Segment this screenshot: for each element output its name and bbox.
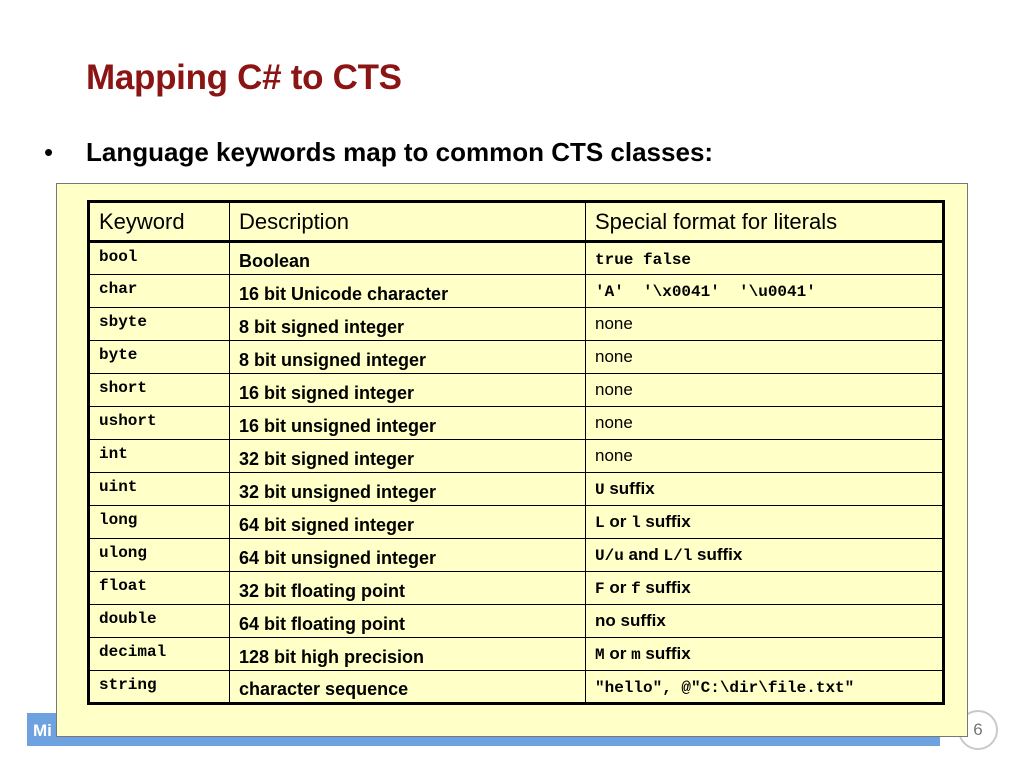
description-cell: 64 bit floating point bbox=[230, 605, 586, 638]
table-row bbox=[89, 572, 944, 605]
keyword-cell: decimal bbox=[89, 638, 230, 671]
literal-segment: suffix bbox=[604, 479, 655, 498]
bullet-marker: • bbox=[44, 137, 54, 167]
literal-segment: suffix bbox=[640, 578, 691, 597]
keyword-mapping-table bbox=[87, 200, 945, 705]
table-row bbox=[89, 473, 944, 506]
literal-segment: or bbox=[604, 578, 632, 597]
literal-segment: suffix bbox=[640, 644, 691, 663]
table-row bbox=[89, 275, 944, 308]
literal-segment: none bbox=[595, 347, 633, 366]
literal-segment: m bbox=[631, 646, 641, 664]
literal-format-cell bbox=[586, 242, 944, 275]
keyword-cell: long bbox=[89, 506, 230, 539]
literal-segment: l bbox=[631, 514, 641, 532]
bullet-point bbox=[44, 137, 713, 168]
bullet-text: Language keywords map to common CTS classes: bbox=[86, 137, 714, 167]
description-cell: 64 bit unsigned integer bbox=[230, 539, 586, 572]
literal-format-cell bbox=[586, 440, 944, 473]
literal-format-cell bbox=[586, 671, 944, 704]
table-row bbox=[89, 374, 944, 407]
table-row bbox=[89, 638, 944, 671]
literal-segment: suffix bbox=[640, 512, 691, 531]
keyword-cell: ulong bbox=[89, 539, 230, 572]
literal-format-cell bbox=[586, 308, 944, 341]
description-cell: 32 bit unsigned integer bbox=[230, 473, 586, 506]
literal-format-cell bbox=[586, 341, 944, 374]
keyword-cell: sbyte bbox=[89, 308, 230, 341]
description-cell: 128 bit high precision bbox=[230, 638, 586, 671]
description-cell: 16 bit Unicode character bbox=[230, 275, 586, 308]
literal-segment: or bbox=[604, 644, 632, 663]
slide-title: Mapping C# to CTS bbox=[86, 58, 402, 97]
literal-segment: U bbox=[595, 481, 605, 499]
table-header-row bbox=[89, 202, 944, 242]
footer-text: Mi bbox=[33, 721, 52, 740]
description-cell: Boolean bbox=[230, 242, 586, 275]
literal-format-cell bbox=[586, 638, 944, 671]
literal-segment: none bbox=[595, 380, 633, 399]
table-row bbox=[89, 242, 944, 275]
literal-format-cell bbox=[586, 605, 944, 638]
keyword-cell: int bbox=[89, 440, 230, 473]
literal-format-cell bbox=[586, 407, 944, 440]
table-row bbox=[89, 308, 944, 341]
literal-format-cell bbox=[586, 275, 944, 308]
table-row bbox=[89, 407, 944, 440]
keyword-cell: bool bbox=[89, 242, 230, 275]
table-row bbox=[89, 506, 944, 539]
literal-segment: M bbox=[595, 646, 605, 664]
literal-segment: true false bbox=[595, 250, 692, 269]
keyword-cell: byte bbox=[89, 341, 230, 374]
description-cell: 16 bit signed integer bbox=[230, 374, 586, 407]
header-description: Description bbox=[230, 202, 586, 242]
literal-segment: f bbox=[631, 580, 641, 598]
literal-format-cell bbox=[586, 539, 944, 572]
literal-segment: "hello", @"C:\dir\file.txt" bbox=[595, 678, 855, 697]
literal-segment: no suffix bbox=[595, 611, 666, 630]
table-row bbox=[89, 605, 944, 638]
table-body bbox=[89, 202, 944, 704]
keyword-cell: uint bbox=[89, 473, 230, 506]
page-number: 6 bbox=[973, 720, 983, 739]
description-cell: 64 bit signed integer bbox=[230, 506, 586, 539]
keyword-cell: ushort bbox=[89, 407, 230, 440]
literal-segment: and bbox=[623, 545, 664, 564]
literal-format-cell bbox=[586, 374, 944, 407]
description-cell: 32 bit signed integer bbox=[230, 440, 586, 473]
keyword-cell: float bbox=[89, 572, 230, 605]
literal-segment: or bbox=[604, 512, 632, 531]
header-keyword: Keyword bbox=[89, 202, 230, 242]
literal-segment: none bbox=[595, 446, 633, 465]
header-literal-format: Special format for literals bbox=[586, 202, 944, 242]
description-cell: character sequence bbox=[230, 671, 586, 704]
table-row bbox=[89, 671, 944, 704]
description-cell: 8 bit signed integer bbox=[230, 308, 586, 341]
keyword-cell: double bbox=[89, 605, 230, 638]
literal-segment: 'A' '\x0041' '\u0041' bbox=[595, 283, 816, 301]
table-row bbox=[89, 539, 944, 572]
keyword-cell: short bbox=[89, 374, 230, 407]
literal-format-cell bbox=[586, 473, 944, 506]
literal-segment: none bbox=[595, 413, 633, 432]
literal-segment: suffix bbox=[692, 545, 743, 564]
keyword-cell: char bbox=[89, 275, 230, 308]
literal-segment: U/u bbox=[595, 547, 624, 565]
description-cell: 8 bit unsigned integer bbox=[230, 341, 586, 374]
literal-format-cell bbox=[586, 572, 944, 605]
keyword-cell: string bbox=[89, 671, 230, 704]
table-row bbox=[89, 440, 944, 473]
literal-segment: none bbox=[595, 314, 633, 333]
literal-segment: L/l bbox=[663, 547, 693, 565]
table-row bbox=[89, 341, 944, 374]
literal-segment: F bbox=[595, 580, 605, 598]
literal-format-cell bbox=[586, 506, 944, 539]
description-cell: 32 bit floating point bbox=[230, 572, 586, 605]
description-cell: 16 bit unsigned integer bbox=[230, 407, 586, 440]
literal-segment: L bbox=[595, 514, 605, 532]
